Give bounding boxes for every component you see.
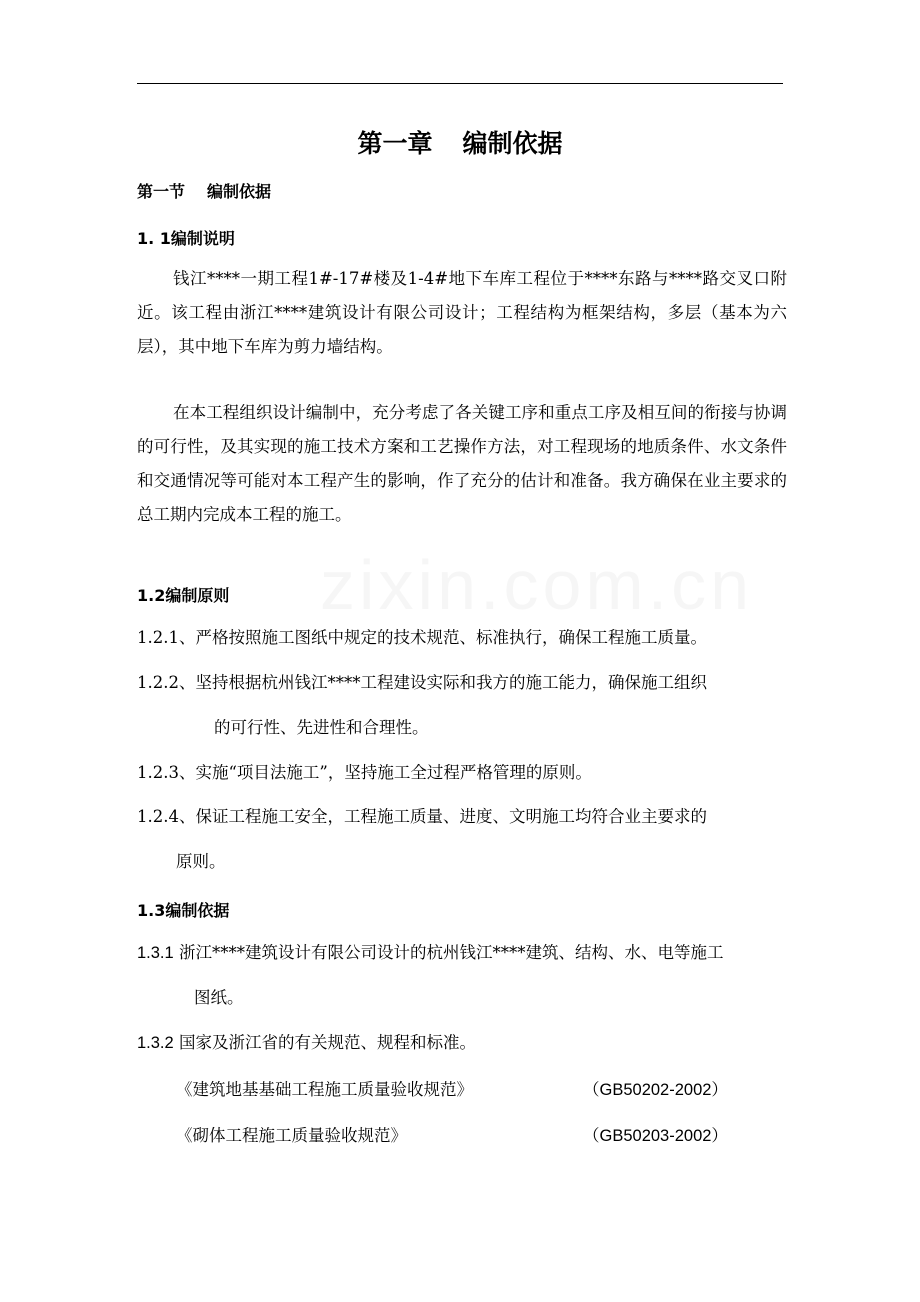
section-title-text: 编制依据 <box>207 182 272 201</box>
chapter-title-number: 第一章 <box>357 129 433 158</box>
reference-code-1: （GB50202-2002） <box>583 1081 728 1099</box>
principle-item-4: 1.2.4、保证工程施工安全，工程施工质量、进度、文明施工均符合业主要求的 <box>137 807 707 826</box>
reference-name-2: 《砌体工程施工质量验收规范》 <box>176 1126 407 1145</box>
paragraph-1: 钱江****一期工程1#-17#楼及1-4#地下车库工程位于****东路与****路交叉口附近。该工程由浙江****建筑设计有限公司设计；工程结构为框架结构，多层（基本为六层），其中地下车库为剪力墙结构。 <box>137 269 787 356</box>
paragraph-2: 在本工程组织设计编制中，充分考虑了各关键工序和重点工序及相互间的衔接与协调的可行性，及其实现的施工技术方案和工艺操作方法，对工程现场的地质条件、水文条件和交通情况等可能对本工程产生的影响，作了充分的估计和准备。我方确保在业主要求的总工期内完成本工程的施工。 <box>137 403 787 524</box>
basis-item-1 <box>137 936 787 970</box>
basis-item-2 <box>137 1026 787 1060</box>
basis-item-1-text: 浙江****建筑设计有限公司设计的杭州钱江****建筑、结构、水、电等施工 <box>178 943 724 962</box>
reference-name-1: 《建筑地基基础工程施工质量验收规范》 <box>176 1080 473 1099</box>
principle-item-1: 1.2.1、严格按照施工图纸中规定的技术规范、标准执行，确保工程施工质量。 <box>137 628 707 647</box>
section-title <box>137 179 271 202</box>
header-rule <box>137 83 783 84</box>
basis-item-1-number: 1.3.1 <box>137 944 174 962</box>
basis-item-2-text: 国家及浙江省的有关规范、规程和标准。 <box>178 1033 476 1052</box>
principle-item-2-continued: 的可行性、先进性和合理性。 <box>214 718 429 737</box>
basis-item-1-continued: 图纸。 <box>194 988 244 1007</box>
principle-item-3: 1.2.3、实施“项目法施工”，坚持施工全过程严格管理的原则。 <box>137 763 592 782</box>
reference-code-2: （GB50203-2002） <box>583 1127 728 1145</box>
principle-item-4-continued: 原则。 <box>176 852 226 871</box>
subsection-heading-1-3: 1.3编制依据 <box>137 901 230 920</box>
subsection-heading-1-2: 1.2编制原则 <box>137 586 230 605</box>
watermark: zixin.com.cn <box>320 546 754 624</box>
basis-item-2-number: 1.3.2 <box>137 1034 174 1052</box>
subsection-heading-1-1: 1. 1编制说明 <box>137 229 235 248</box>
chapter-title <box>0 124 920 160</box>
section-title-number: 第一节 <box>137 182 186 201</box>
principle-item-2: 1.2.2、坚持根据杭州钱江****工程建设实际和我方的施工能力，确保施工组织 <box>137 673 707 692</box>
chapter-title-text: 编制依据 <box>462 129 563 158</box>
